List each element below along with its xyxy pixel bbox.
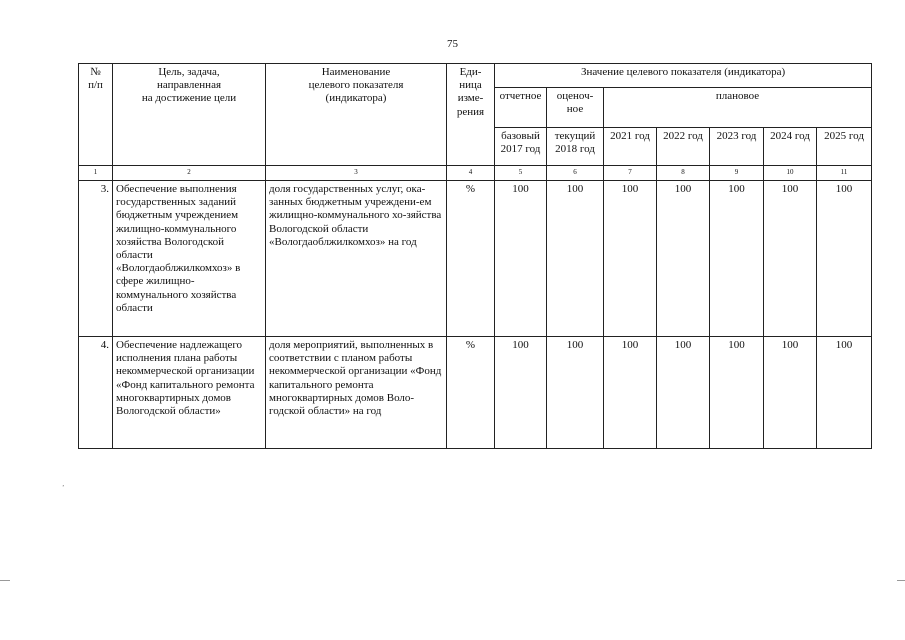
header-planned-text: плановое <box>715 90 760 102</box>
header-year-2023-text: 2023 год <box>716 130 757 142</box>
header-current-year <box>547 128 604 166</box>
column-number: 1 <box>79 166 113 181</box>
row-value-base: 100 <box>495 181 547 337</box>
column-number-row <box>79 166 872 181</box>
row-value-current: 100 <box>547 337 604 449</box>
header-indicator <box>266 64 447 166</box>
header-indicator-text: Наименование целевого показателя (индикатора) <box>308 66 404 105</box>
row-number: 3. <box>79 181 113 337</box>
row-goal: Обеспечение выполнения государственных заданий бюджетным учреждением жилищно-коммунального хозяйства Вологодской области «Вологдаоблжилкомхоз» в сфере жилищно-коммунального хозяйства области <box>113 181 266 337</box>
row-value-2021: 100 <box>604 337 657 449</box>
header-year-2025 <box>817 128 872 166</box>
header-value-group <box>495 64 872 88</box>
row-value-2024: 100 <box>764 181 817 337</box>
row-unit: % <box>447 337 495 449</box>
scan-edge-right <box>897 580 905 581</box>
header-goal <box>113 64 266 166</box>
row-value-2022: 100 <box>657 181 710 337</box>
header-unit <box>447 64 495 166</box>
column-number: 3 <box>266 166 447 181</box>
header-current-year-text: текущий 2018 год <box>554 130 596 156</box>
header-value-group-text: Значение целевого показателя (индикатора) <box>580 66 786 78</box>
header-year-2024-text: 2024 год <box>770 130 810 142</box>
header-goal-text: Цель, задача, направленная на достижение цели <box>141 66 237 105</box>
row-value-2023: 100 <box>710 181 764 337</box>
header-unit-text: Еди- ница изме- рения <box>456 66 485 118</box>
row-value-2023: 100 <box>710 337 764 449</box>
header-year-2024 <box>764 128 817 166</box>
indicators-table <box>78 63 872 449</box>
header-estimated <box>547 88 604 128</box>
header-base-year-text: базовый 2017 год <box>500 130 541 156</box>
header-year-2021-text: 2021 год <box>610 130 650 142</box>
column-number: 4 <box>447 166 495 181</box>
row-value-2021: 100 <box>604 181 657 337</box>
table-row <box>79 337 872 449</box>
row-number: 4. <box>79 337 113 449</box>
row-indicator: доля государственных услуг, ока-занных бюджетным учреждени-ем жилищно-коммунального хо-зяйства Вологодской области «Вологдаоблжилкомхоз» на год <box>266 181 447 337</box>
row-value-2022: 100 <box>657 337 710 449</box>
row-value-2025: 100 <box>817 337 872 449</box>
header-base-year <box>495 128 547 166</box>
column-number: 5 <box>495 166 547 181</box>
scan-edge-left <box>0 580 10 581</box>
header-estimated-text: оценоч- ное <box>556 90 594 116</box>
margin-mark: ʼ <box>62 484 65 492</box>
header-year-2022 <box>657 128 710 166</box>
row-value-current: 100 <box>547 181 604 337</box>
row-unit: % <box>447 181 495 337</box>
page-number: 75 <box>447 38 458 50</box>
header-year-2025-text: 2025 год <box>824 130 864 142</box>
column-number: 2 <box>113 166 266 181</box>
column-number: 9 <box>710 166 764 181</box>
column-number: 11 <box>817 166 872 181</box>
column-number: 10 <box>764 166 817 181</box>
header-num <box>79 64 113 166</box>
column-number: 8 <box>657 166 710 181</box>
header-num-text: № п/п <box>88 66 103 92</box>
row-value-2024: 100 <box>764 337 817 449</box>
header-reporting <box>495 88 547 128</box>
row-value-base: 100 <box>495 337 547 449</box>
header-row-1 <box>79 64 872 88</box>
column-number: 7 <box>604 166 657 181</box>
row-goal: Обеспечение надлежащего исполнения плана работы некоммерческой организации «Фонд капитального ремонта многоквартирных домов Вологодской области» <box>113 337 266 449</box>
row-value-2025: 100 <box>817 181 872 337</box>
header-reporting-text: отчетное <box>499 90 542 102</box>
table-row <box>79 181 872 337</box>
column-number: 6 <box>547 166 604 181</box>
header-planned <box>604 88 872 128</box>
row-indicator: доля мероприятий, выполненных в соответствии с планом работы некоммерческой организации «Фонд капитального ремонта многоквартирных домов Воло-годской области» на год <box>266 337 447 449</box>
header-year-2023 <box>710 128 764 166</box>
header-year-2021 <box>604 128 657 166</box>
header-year-2022-text: 2022 год <box>663 130 703 142</box>
